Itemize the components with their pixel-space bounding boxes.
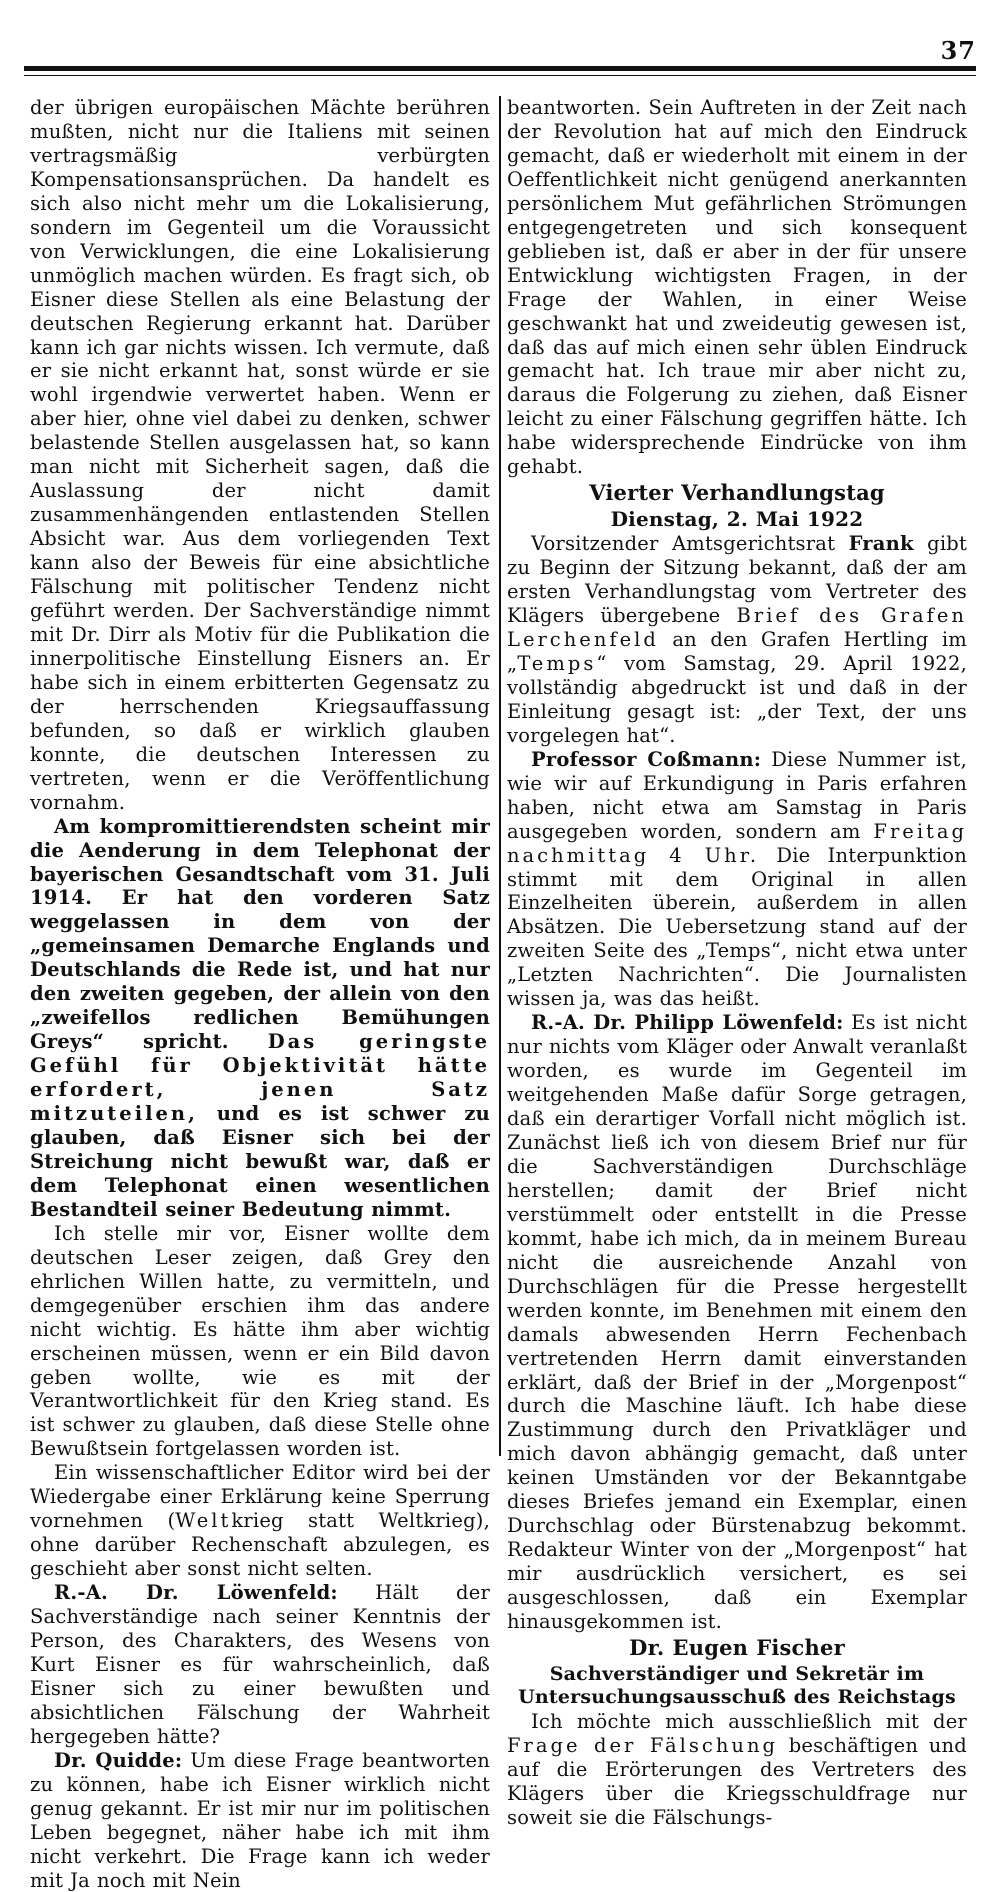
person-name: Frank — [848, 532, 914, 556]
paragraph — [30, 1749, 490, 1892]
right-column — [507, 96, 967, 1830]
spaced-text: Welt — [175, 1509, 232, 1533]
paragraph — [507, 532, 967, 748]
text: Hält der Sachverständige nach seiner Kenntnis der Person, des Charakters, des Wesens von Kurt Eisner es für wahrscheinlich, daß Eisner sich zu einer bewußten und absichtlichen Fälschung der Wahrheit hergegeben hätte? — [30, 1581, 490, 1748]
column-divider — [499, 96, 501, 1456]
spaced-text: Frage der Fälschung — [507, 1733, 778, 1757]
text: krieg statt Weltkrieg), ohne darüber Rechenschaft abzulegen, es geschieht aber sonst nicht selten. — [30, 1509, 490, 1581]
bold-text: und es ist schwer zu glauben, daß Eisner sich bei der Streichung nicht bewußt war, daß er dem Telephonat einen wesentlichen Bestandteil seiner Bedeutung nimmt. — [30, 1102, 490, 1221]
text: Um diese Frage beantworten zu können, habe ich Eisner wirklich nicht genug gekannt. Er ist mir nur im politischen Leben begegnet, näher habe ich mit ihm nicht verkehrt. Die Frage kann ich weder mit Ja noch mit Nein — [30, 1748, 490, 1892]
text: Diese Nummer ist, wie wir auf Erkundigung in Paris erfahren haben, nicht etwa am Samstag in Paris ausgegeben worden, sondern am — [507, 747, 967, 843]
spaced-text: Brief des Grafen Lerchenfeld — [507, 604, 967, 651]
spaced-text: Temps — [517, 651, 597, 675]
paragraph: beantworten. Sein Auftreten in der Zeit nach der Revolution hat auf mich den Eindruck gemacht, daß er wiederholt mit einem in der Oeffentlichkeit nicht genügend anerkannten persönlichem Mut gefährlichen Strömungen entgegengetreten und sich konsequent geblieben ist, daß er aber in der für unsere Entwicklung wichtigsten Fragen, in der Frage der Wahlen, in einer Weise geschwankt hat und zweideutig gewesen ist, daß das auf mich einen sehr üblen Eindruck gemacht hat. Ich traue mir aber nicht zu, daraus die Folgerung zu ziehen, daß Eisner leicht zu einer Fälschung gegriffen hätte. Ich habe widersprechende Eindrücke von ihm gehabt. — [507, 96, 967, 479]
section-heading: Dr. Eugen Fischer — [629, 1635, 845, 1660]
left-column — [30, 96, 490, 1892]
spaced-text: Freitag nachmittag 4 Uhr. — [507, 819, 967, 867]
paragraph — [507, 748, 967, 1011]
text: Vorsitzender Amtsgerichtsrat — [531, 532, 849, 556]
text: beschäftigen und auf die Erörterungen des Vertreters des Klägers über die Kriegsschuldfrage nur soweit sie die Fälschungs- — [507, 1733, 967, 1829]
speaker-name: R.-A. Dr. Löwenfeld: — [54, 1581, 338, 1605]
text: Es ist nicht nur nichts vom Kläger oder Anwalt veranlaßt worden, es wurde im Gegenteil im weitgehenden Maße dafür Sorge getragen, daß ein derartiger Vorfall nicht möglich ist. Zunächst ließ ich von diesem Brief nur für die Sachverständigen Durchschläge herstellen; damit der Brief nicht verstümmelt oder entstellt in die Presse kommt, habe ich mich, da in meinem Bureau nicht die ausreichende Anzahl von Durchschlägen für die Presse hergestellt werden konnte, im Benehmen mit einem den damals abwesenden Herrn Fechenbach vertretenden Herrn damit einverstanden erklärt, daß der Brief in der „Morgenpost“ durch die Maschine läuft. Ich habe diese Zustimmung durch den Privatkläger und mich davon abhängig gemacht, daß unter keinen Umständen vor der Bekanntgabe dieses Briefes jemand ein Exemplar, einen Durchschlag oder Bürstenabzug bekommt. Redakteur Winter von der „Morgenpost“ hat mir ausdrücklich versichert, es sei ausgeschlossen, daß ein Exemplar hinausgekommen ist. — [507, 1011, 967, 1634]
paragraph: Ich stelle mir vor, Eisner wollte dem deutschen Leser zeigen, daß Grey den ehrlichen Willen hatte, zu vermitteln, und demgegenüber erschien ihm das andere nicht wichtig. Es hätte ihm aber wichtig erscheinen müssen, wenn er ein Bild davon geben wollte, wie es mit der Verantwortlichkeit für den Krieg stand. Es ist schwer zu glauben, daß diese Stelle ohne Bewußtsein fortgelassen worden ist. — [30, 1221, 490, 1461]
paragraph — [507, 1011, 967, 1634]
text: Ein wissenschaftlicher Editor wird bei der Wiedergabe einer Erklärung keine Sperrung vornehmen ( — [30, 1461, 490, 1533]
text: Ich möchte mich ausschließlich mit der — [531, 1709, 967, 1733]
text: “ vom Samstag, 29. April 1922, vollständig abgedruckt ist und daß in der Einleitung gesagt ist: „der Text, der uns vorgelegen hat“. — [507, 651, 967, 747]
text: gibt zu Beginn der Sitzung bekannt, daß der am ersten Verhandlungstag vom Vertreter des Klägers übergebene — [507, 532, 967, 628]
section-subheading: Sachverständiger und Sekretär im Untersuchungsausschuß des Reichstags — [518, 1662, 956, 1709]
header-rule-thin — [24, 75, 976, 76]
paragraph: der übrigen europäischen Mächte berühren mußten, nicht nur die Italiens mit seinen vertragsmäßig verbürgten Kompensationsansprüchen. Da handelt es sich also nicht mehr um die Lokalisierung, sondern im Gegenteil um die Voraussicht von Verwicklungen, die eine Lokalisierung unmöglich machen würden. Es fragt sich, ob Eisner diese Stellen als eine Belastung der deutschen Regierung erkannt hat. Darüber kann ich gar nichts wissen. Ich vermute, daß er sie nicht erkannt hat, sonst würde er sie wohl irgendwie verwertet haben. Wenn er aber hier, ohne viel dabei zu denken, schwer belastende Stellen ausgelassen hat, so kann man nicht mit Sicherheit sagen, daß die Auslassung der nicht damit zusammenhängenden entlastenden Stellen Absicht war. Aus dem vorliegenden Text kann also der Beweis für eine absichtliche Fälschung mit politischer Tendenz nicht geführt werden. Der Sachverständige nimmt mit Dr. Dirr als Motiv für die Publikation die innerpolitische Einstellung Eisners an. Er habe sich in einem erbitterten Gegensatz zu der herrschenden Kriegsauffassung befunden, so daß er wirklich glauben konnte, die deutschen Interessen zu vertreten, wenn er die Veröffentlichung vornahm. — [30, 96, 490, 814]
section-heading: Vierter Verhandlungstag — [589, 480, 885, 506]
text: an den Grafen Hertling im „ — [507, 627, 967, 675]
spaced-text: Das geringste Gefühl für Objektivität hätte erfordert, jenen Satz mitzuteilen, — [30, 1030, 490, 1126]
speaker-name: R.-A. Dr. Philipp Löwenfeld: — [531, 1011, 844, 1035]
paragraph — [30, 1581, 490, 1749]
speaker-name: Professor Coßmann: — [531, 747, 762, 771]
page-number: 37 — [940, 36, 976, 65]
header-rule-thick — [24, 66, 976, 71]
section-date: Dienstag, 2. Mai 1922 — [610, 507, 864, 532]
speaker-name: Dr. Quidde: — [54, 1748, 183, 1772]
bold-paragraph — [30, 815, 490, 1222]
paragraph — [30, 1461, 490, 1581]
text: Die Interpunktion stimmt mit dem Original in allen Einzelheiten überein, außerdem in allen Absätzen. Die Uebersetzung stand auf der zweiten Seite des „Temps“, nicht etwa unter „Letzten Nachrichten“. Die Journalisten wissen ja, was das heißt. — [507, 843, 967, 1011]
bold-text: Am kompromittierendsten scheint mir die Aenderung in dem Telephonat der bayerischen Gesandtschaft vom 31. Juli 1914. Er hat den vorderen Satz weggelassen in dem von der „gemeinsamen Demarche Englands und Deutschlands die Rede ist, und hat nur den zweiten gegeben, der allein von den „zweifellos redlichen Bemühungen Greys“ spricht. — [30, 814, 490, 1054]
paragraph — [507, 1710, 967, 1830]
